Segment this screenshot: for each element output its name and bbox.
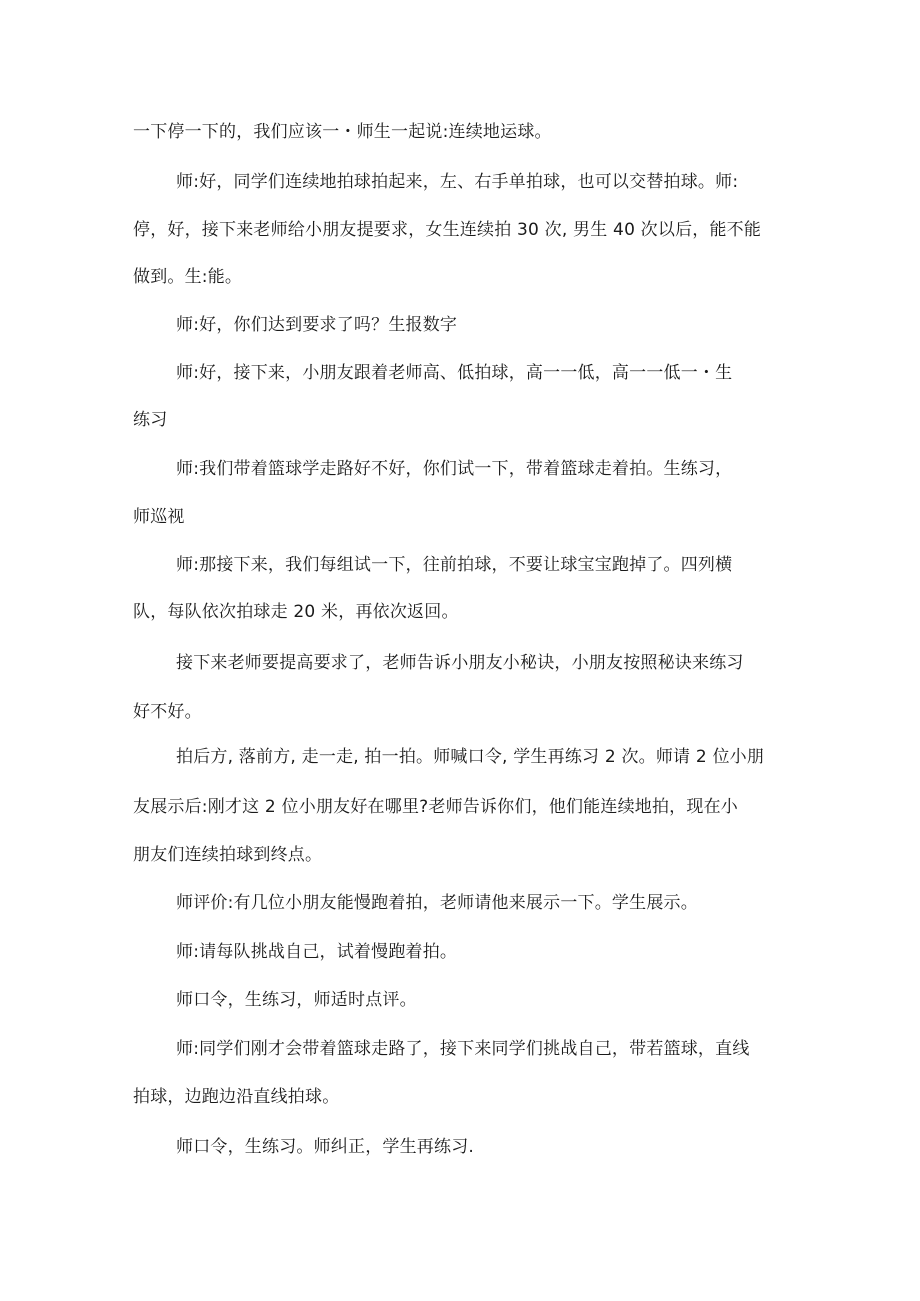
text-line: 师口令，生练习。师纠正，学生再练习. [176,1137,475,1157]
text-line: 拍球，边跑边沿直线拍球。 [133,1087,340,1107]
text-line: 师:同学们刚才会带着篮球走路了，接下来同学们挑战自己，带若篮球，直线 [176,1039,750,1059]
text-line: 友展示后:刚才这 2 位小朋友好在哪里?老师告诉你们，他们能连续地拍，现在小 [133,797,738,817]
text-line: 师:好，你们达到要求了吗？生报数字 [176,315,458,335]
text-line: 师:好，接下来，小朋友跟着老师高、低拍球，高一一低，高一一低一・生 [176,363,733,383]
text-line: 师巡视 [133,507,185,527]
text-line: 练习 [133,410,168,430]
text-line: 一下停一下的，我们应该一・师生一起说:连续地运球。 [133,122,552,142]
text-line: 队，每队依次拍球走 20 米，再依次返回。 [133,602,459,622]
text-line: 师:我们带着篮球学走路好不好，你们试一下，带着篮球走着拍。生练习， [176,459,733,479]
text-line: 师评价:有几位小朋友能慢跑着拍，老师请他来展示一下。学生展示。 [176,893,698,913]
text-line: 师:那接下来，我们每组试一下，往前拍球，不要让球宝宝跑掉了。四列横 [176,555,733,575]
text-line: 师:好，同学们连续地拍球拍起来，左、右手单拍球，也可以交替拍球。师: [176,172,739,192]
text-line: 师:请每队挑战自己，试着慢跑着拍。 [176,942,458,962]
text-line: 朋友们连续拍球到终点。 [133,845,323,865]
text-line: 好不好。 [133,702,202,722]
text-line: 拍后方, 落前方, 走一走, 拍一拍。师喊口令, 学生再练习 2 次。师请 2 位小朋 [176,747,765,767]
text-line: 师口令，生练习，师适时点评。 [176,990,417,1010]
text-line: 接下来老师要提高要求了，老师告诉小朋友小秘诀，小朋友按照秘诀来练习 [176,653,744,673]
text-line: 做到。生:能。 [133,267,243,287]
text-line: 停，好，接下来老师给小朋友提要求，女生连续拍 30 次, 男生 40 次以后，能不能 [133,220,762,240]
